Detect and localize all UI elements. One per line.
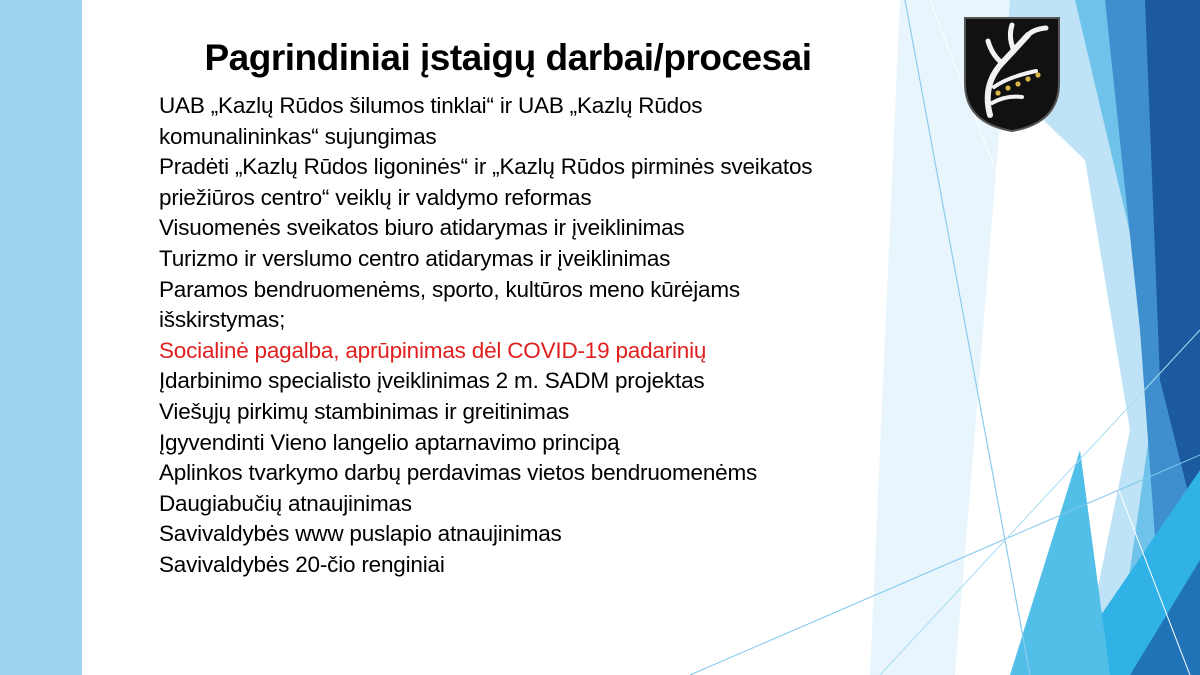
- process-list: [159, 91, 859, 581]
- antler-shield-icon: [962, 15, 1062, 133]
- list-item: Įdarbinimo specialisto įveiklinimas 2 m. SADM projektas: [159, 368, 705, 394]
- right-bright-shard: [1010, 450, 1110, 675]
- list-item: Savivaldybės 20-čio renginiai: [159, 551, 445, 577]
- list-item: UAB „Kazlų Rūdos šilumos tinklai“ ir UAB „Kazlų Rūdos komunalininkas“ sujungimas: [159, 93, 703, 149]
- list-item: Visuomenės sveikatos biuro atidarymas ir įveiklinimas: [159, 215, 685, 241]
- left-band: [0, 0, 82, 675]
- list-item: Viešųjų pirkimų stambinimas ir greitinimas: [159, 398, 570, 424]
- list-item: Įgyvendinti Vieno langelio aptarnavimo principą: [159, 429, 620, 455]
- list-item: Paramos bendruomenėms, sporto, kultūros meno kūrėjams išskirstymas;: [159, 276, 740, 333]
- list-item: Aplinkos tvarkymo darbų perdavimas vietos bendruomenėms: [159, 460, 758, 486]
- list-item: Daugiabučių atnaujinimas: [159, 490, 412, 516]
- list-item: Turizmo ir verslumo centro atidarymas ir įveiklinimas: [159, 245, 671, 271]
- slide-title: Pagrindiniai įstaigų darbai/procesai: [204, 37, 812, 78]
- list-item-highlighted: Socialinė pagalba, aprūpinimas dėl COVID-19 padarinių: [159, 337, 707, 363]
- list-item: Pradėti „Kazlų Rūdos ligoninės“ ir „Kazlų Rūdos pirminės sveikatos priežiūros centro“ veiklų ir valdymo reformas: [159, 154, 813, 210]
- list-item: Savivaldybės www puslapio atnaujinimas: [159, 521, 562, 547]
